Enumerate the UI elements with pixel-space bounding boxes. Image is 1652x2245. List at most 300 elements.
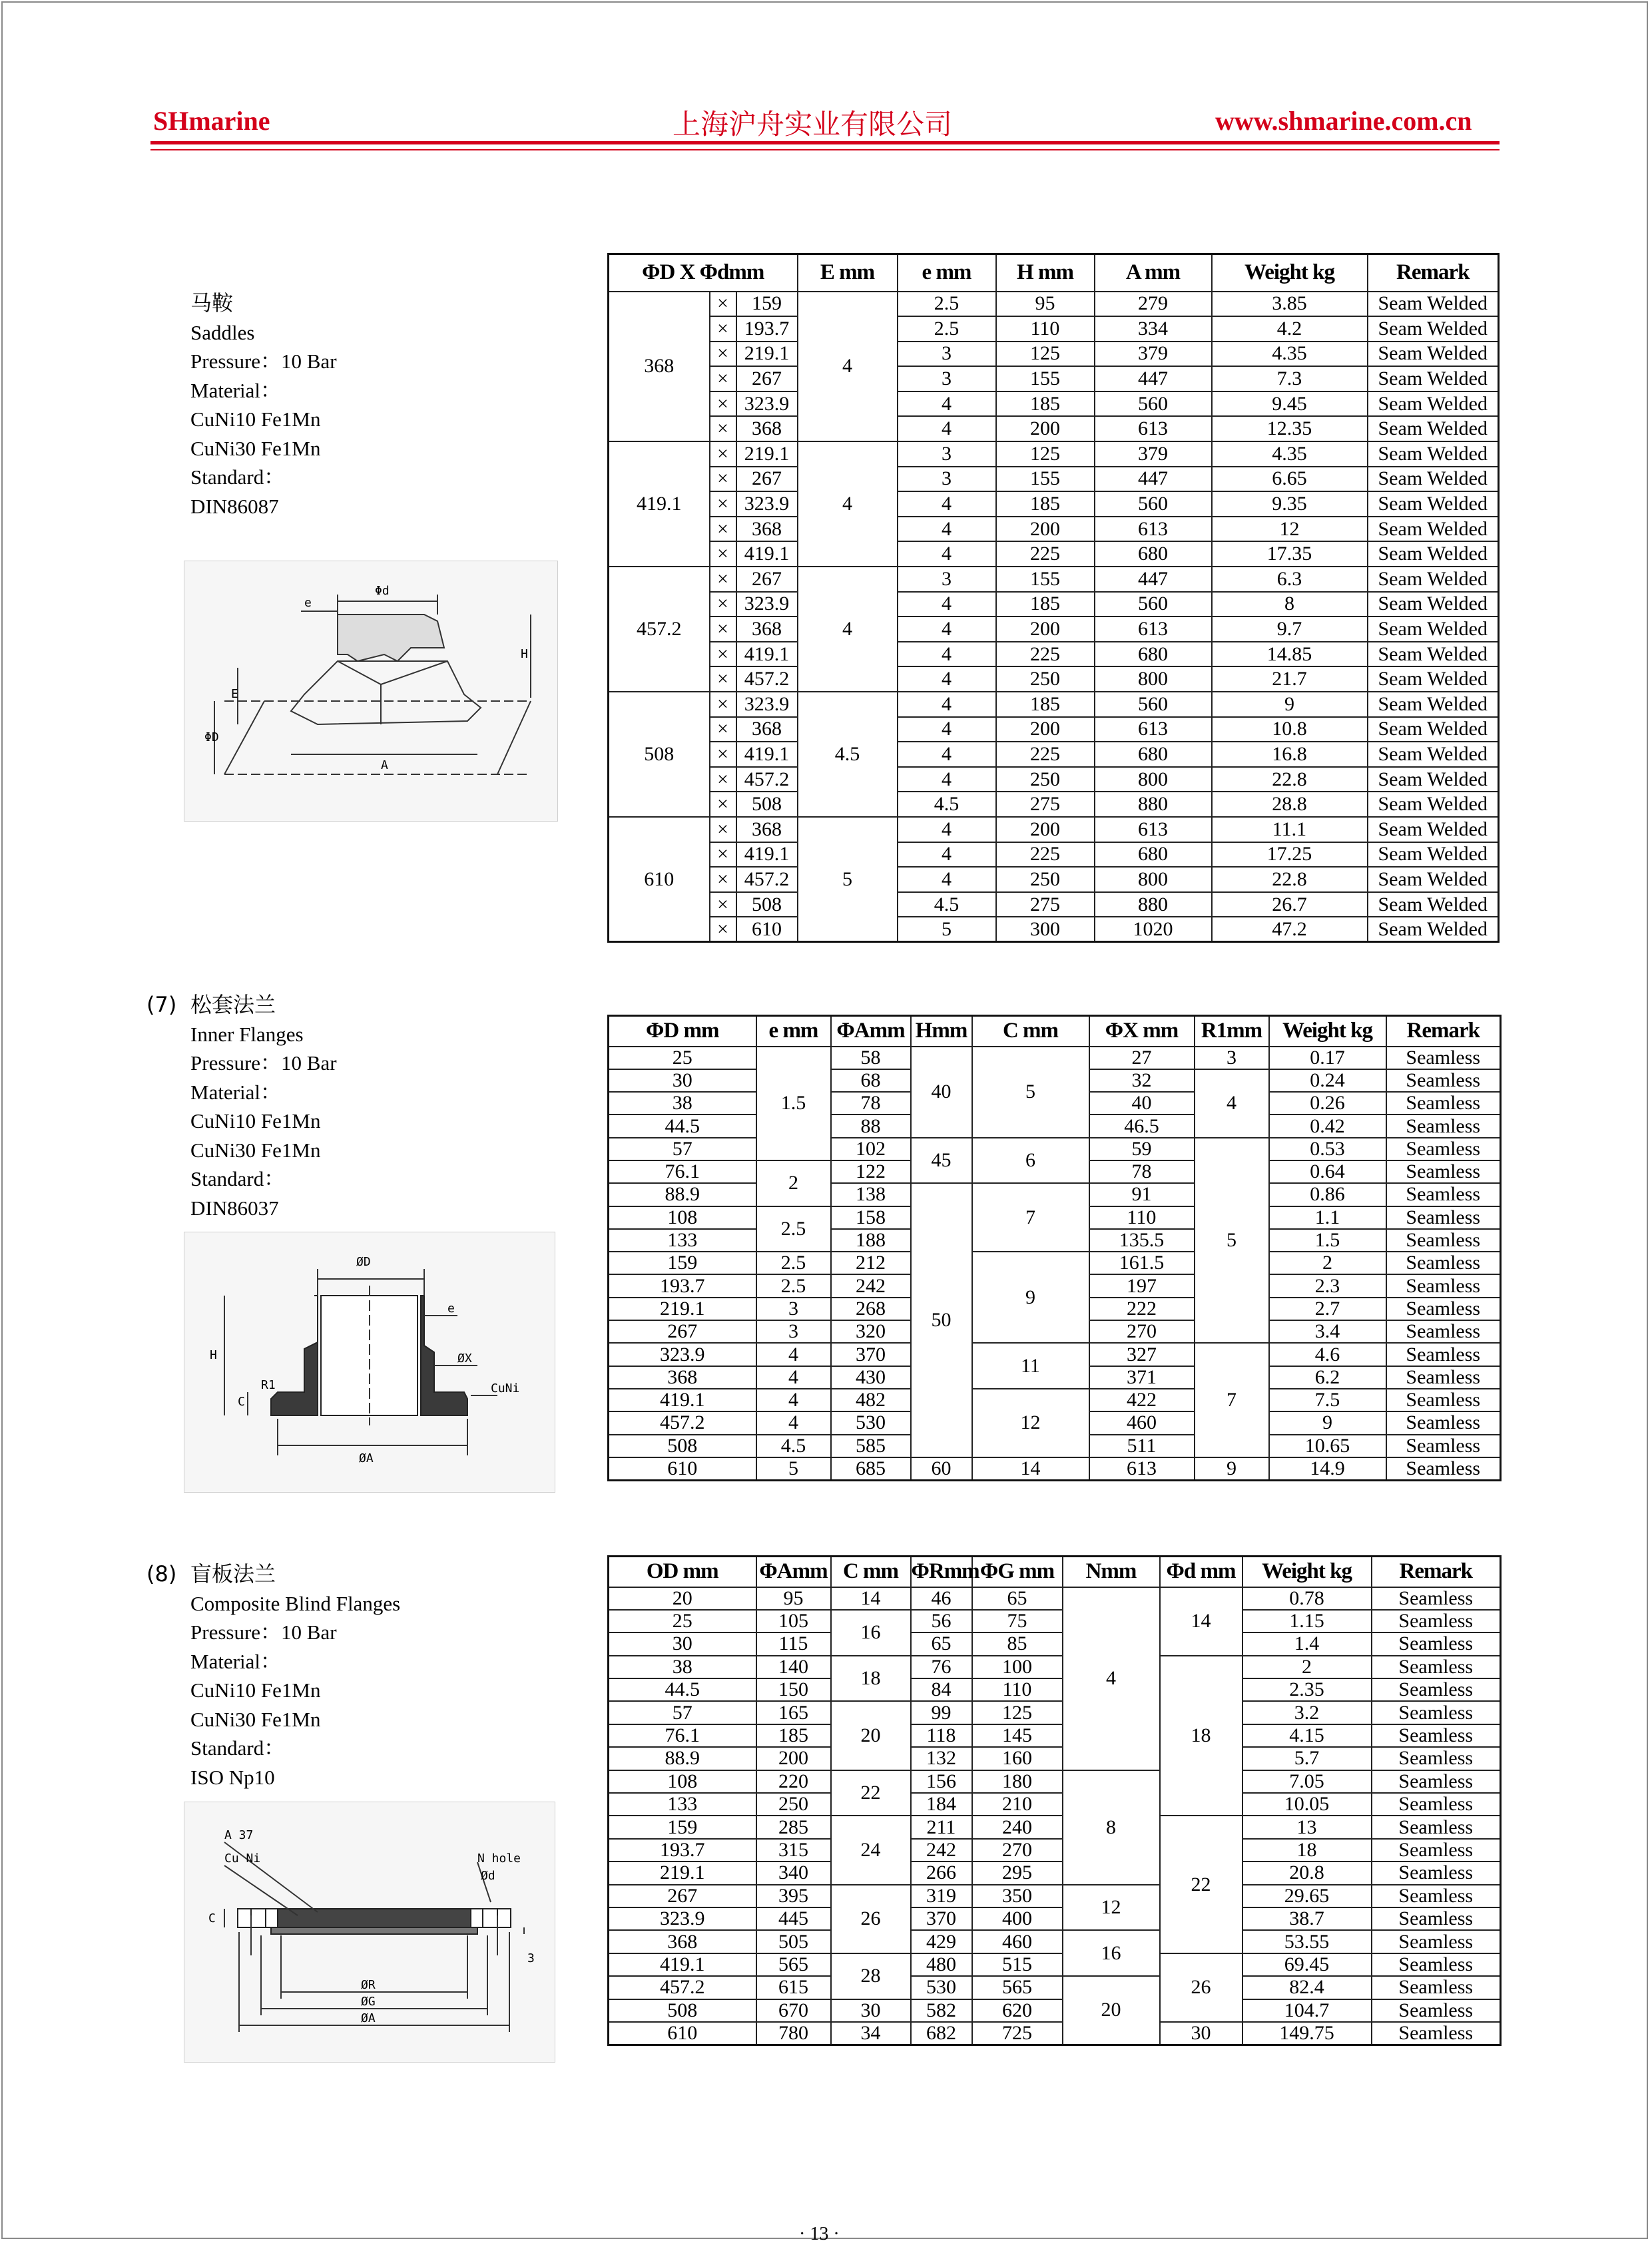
col-header: ΦAmm [831,1016,911,1047]
table-cell: 10.05 [1242,1793,1372,1816]
table-cell: Seamless [1386,1320,1501,1343]
table-cell: 460 [972,1930,1063,1953]
table-cell: 610 [609,1457,756,1480]
table-row [609,1770,1501,1793]
desc-line: CuNi30 Fe1Mn [190,1138,321,1162]
table-cell: 429 [911,1930,972,1953]
table-cell: 379 [1095,441,1212,467]
col-header: Remark [1368,254,1499,292]
table-cell: 18 [1160,1656,1242,1816]
table-row [609,892,1499,917]
col-header: H mm [996,254,1095,292]
table-cell: 14 [831,1587,911,1610]
table-cell: 7 [972,1183,1089,1252]
table-cell: 17.25 [1212,842,1368,868]
table-cell: 60 [911,1457,972,1480]
table-cell: 4 [756,1411,831,1434]
table-cell: 0.53 [1269,1138,1386,1160]
table-cell: 28.8 [1212,792,1368,817]
table-cell: 69.45 [1242,1953,1372,1976]
table-cell: Seam Welded [1368,742,1499,767]
table-cell: 0.78 [1242,1587,1372,1610]
table-cell: 379 [1095,342,1212,367]
table-cell: 11 [972,1343,1089,1389]
col-header: ΦD X Φdmm [609,254,798,292]
table-cell: 26 [831,1885,911,1953]
dim-label: Cu Ni [224,1852,261,1866]
table-cell: Seamless [1372,1862,1501,1884]
table-cell: 4 [898,592,996,617]
table-row [609,792,1499,817]
branch-diameter-cell: 323.9 [736,592,798,617]
table-cell: Seam Welded [1368,441,1499,467]
dim-label: ØA [359,1451,374,1465]
table-cell: 68 [831,1069,911,1092]
table-cell: 560 [1095,692,1212,717]
table-cell: Seamless [1372,1610,1501,1632]
header-rule [150,141,1500,144]
dim-label: E [231,687,238,701]
table-cell: 110 [972,1678,1063,1701]
dim-label: ØA [361,2011,376,2025]
col-header: ΦAmm [756,1557,831,1587]
desc-line: Standard： [190,1736,285,1760]
table-cell: 2.7 [1269,1298,1386,1320]
table-cell: 323.9 [609,1907,756,1930]
table-cell: 7 [1195,1343,1269,1457]
table-cell: 78 [831,1092,911,1115]
times-cell: × [710,517,736,542]
table-row [609,467,1499,492]
table-cell: Seam Welded [1368,692,1499,717]
table-cell: 3 [898,366,996,391]
col-header: e mm [898,254,996,292]
table-cell: Seamless [1372,2022,1501,2045]
table-cell: 2.5 [756,1206,831,1252]
table-cell: 327 [1089,1343,1195,1366]
table-cell: 125 [972,1701,1063,1724]
table-cell: 880 [1095,792,1212,817]
table-cell: 6.65 [1212,467,1368,492]
table-cell: 5 [972,1047,1089,1138]
table-cell: 160 [972,1747,1063,1770]
table-cell: 560 [1095,592,1212,617]
table-cell: Seamless [1386,1115,1501,1137]
table-cell: 18 [831,1656,911,1702]
table-cell: 219.1 [609,1298,756,1320]
desc-line: Pressure：10 Bar [190,1621,337,1644]
table-cell: 4 [898,517,996,542]
table-cell: 11.1 [1212,817,1368,842]
table-cell: Seamless [1386,1092,1501,1115]
table-cell: 9.35 [1212,491,1368,517]
table-cell: 2.3 [1269,1274,1386,1297]
table-cell: 104.7 [1242,1999,1372,2022]
table-cell: 350 [972,1885,1063,1907]
table-row [609,692,1499,717]
table-cell: 1020 [1095,917,1212,942]
table-cell: 25 [609,1610,756,1632]
table-cell: 16.8 [1212,742,1368,767]
table-cell: 395 [756,1885,831,1907]
table-cell: 685 [831,1457,911,1480]
table-cell: 105 [756,1610,831,1632]
table-cell: Seam Welded [1368,342,1499,367]
times-cell: × [710,692,736,717]
table-cell: 200 [996,717,1095,742]
dim-label: H [210,1348,217,1362]
table-cell: 2 [1242,1656,1372,1678]
table-cell: 20 [1063,1976,1160,2045]
table-cell: 155 [996,467,1095,492]
table-cell: 38.7 [1242,1907,1372,1930]
table-cell: 7.5 [1269,1389,1386,1411]
table-cell: 447 [1095,467,1212,492]
table-cell: Seam Welded [1368,467,1499,492]
e-cell: 4.5 [798,692,898,817]
table-cell: 422 [1089,1389,1195,1411]
times-cell: × [710,491,736,517]
col-header: e mm [756,1016,831,1047]
branch-diameter-cell: 323.9 [736,491,798,517]
branch-diameter-cell: 193.7 [736,316,798,342]
table-cell: 133 [609,1793,756,1816]
table-cell: 2 [1269,1252,1386,1274]
table-cell: 250 [996,767,1095,792]
dim-label: C [238,1395,245,1409]
table-cell: 4 [898,617,996,642]
blind-flanges-description [146,1560,401,1792]
branch-diameter-cell: 368 [736,617,798,642]
table-cell: 155 [996,567,1095,592]
table-row [609,767,1499,792]
table-cell: 370 [831,1343,911,1366]
section-title-row [146,1560,400,1589]
table-cell: 22.8 [1212,867,1368,892]
table-cell: 610 [609,2022,756,2045]
table-cell: 53.55 [1242,1930,1372,1953]
table-cell: Seam Welded [1368,642,1499,667]
table-cell: Seamless [1372,1953,1501,1976]
table-cell: 56 [911,1610,972,1632]
table-cell: 267 [609,1885,756,1907]
desc-line: Material： [190,1649,282,1673]
table-row [609,1976,1501,1999]
table-cell: 4.6 [1269,1343,1386,1366]
table-cell: 0.64 [1269,1160,1386,1183]
times-cell: × [710,817,736,842]
table-cell: 680 [1095,742,1212,767]
dim-label: e [304,596,312,610]
table-cell: Seamless [1386,1343,1501,1366]
table-row [609,666,1499,692]
desc-line: DIN86037 [190,1196,279,1220]
table-row [609,1610,1501,1632]
table-cell: 285 [756,1816,831,1838]
table-cell: Seam Welded [1368,391,1499,417]
table-cell: 0.42 [1269,1115,1386,1137]
table-cell: 4 [898,642,996,667]
table-cell: Seam Welded [1368,416,1499,441]
desc-line: CuNi10 Fe1Mn [190,407,321,431]
table-cell: 24 [831,1816,911,1884]
table-row [609,1953,1501,1976]
blind-flanges-table [607,1555,1502,2046]
table-cell: 200 [996,617,1095,642]
table-cell: Seamless [1372,1656,1501,1678]
table-cell: 200 [996,817,1095,842]
table-cell: 615 [756,1976,831,1999]
table-row [609,1724,1501,1747]
table-cell: 515 [972,1953,1063,1976]
dim-label: CuNi [491,1381,520,1395]
table-cell: 57 [609,1138,756,1160]
table-cell: 150 [756,1678,831,1701]
table-cell: 184 [911,1793,972,1816]
table-cell: 165 [756,1701,831,1724]
table-cell: 78 [1089,1160,1195,1183]
branch-diameter-cell: 457.2 [736,767,798,792]
table-row [609,1747,1501,1770]
table-cell: 3.4 [1269,1320,1386,1343]
table-cell: 59 [1089,1138,1195,1160]
table-cell: 9 [1212,692,1368,717]
table-cell: Seam Welded [1368,541,1499,567]
col-header: Nmm [1063,1557,1160,1587]
table-cell: 4 [898,541,996,567]
table-cell: Seamless [1372,1930,1501,1953]
table-cell: 530 [831,1411,911,1434]
table-cell: 38 [609,1092,756,1115]
table-cell: 800 [1095,767,1212,792]
col-header: R1mm [1195,1016,1269,1047]
table-cell: 88.9 [609,1183,756,1206]
table-cell: 110 [1089,1206,1195,1229]
desc-line: Material： [190,1080,282,1104]
table-cell: 40 [911,1047,972,1138]
table-cell: 1.4 [1242,1632,1372,1655]
table-row [609,1930,1501,1953]
table-cell: 460 [1089,1411,1195,1434]
table-cell: 613 [1095,517,1212,542]
table-cell: 1.1 [1269,1206,1386,1229]
table-cell: 12 [1063,1885,1160,1931]
col-header: ΦX mm [1089,1016,1195,1047]
table-cell: 482 [831,1389,911,1411]
times-cell: × [710,292,736,317]
table-cell: 25 [609,1047,756,1069]
branch-diameter-cell: 419.1 [736,742,798,767]
times-cell: × [710,316,736,342]
table-cell: 26 [1160,1953,1242,2022]
table-cell: 46 [911,1587,972,1610]
table-cell: 582 [911,1999,972,2022]
col-header: Hmm [911,1016,972,1047]
table-cell: 6.3 [1212,567,1368,592]
table-cell: 560 [1095,491,1212,517]
table-cell: 4 [756,1366,831,1389]
table-cell: 4.15 [1242,1724,1372,1747]
website-url[interactable]: www.shmarine.com.cn [1215,106,1472,136]
table-cell: Seamless [1372,1724,1501,1747]
table-cell: 108 [609,1206,756,1229]
table-cell: 613 [1095,416,1212,441]
table-cell: 3 [756,1298,831,1320]
desc-line: DIN86087 [190,494,279,518]
table-cell: 4 [756,1389,831,1411]
table-cell: 780 [756,2022,831,2045]
branch-diameter-cell: 323.9 [736,391,798,417]
table-cell: 76 [911,1656,972,1678]
inner-flanges-description [146,991,337,1222]
table-cell: 6 [972,1138,1089,1184]
table-row [609,1457,1501,1480]
table-cell: 32 [1089,1069,1195,1092]
table-cell: 132 [911,1747,972,1770]
branch-diameter-cell: 267 [736,567,798,592]
table-cell: 225 [996,642,1095,667]
table-cell: 275 [996,892,1095,917]
table-cell: 5 [756,1457,831,1480]
table-cell: 4 [898,817,996,842]
times-cell: × [710,391,736,417]
col-header: Weight kg [1212,254,1368,292]
table-cell: 4 [898,717,996,742]
brand-name: SHmarine [153,106,270,136]
table-cell: 26.7 [1212,892,1368,917]
times-cell: × [710,717,736,742]
table-cell: 200 [756,1747,831,1770]
inner-flanges-table [607,1015,1502,1481]
table-cell: 419.1 [609,1953,756,1976]
table-cell: 159 [609,1816,756,1838]
desc-line: Material： [190,378,282,402]
table-cell: 368 [609,1930,756,1953]
table-row [609,567,1499,592]
table-cell: 225 [996,842,1095,868]
table-cell: 44.5 [609,1678,756,1701]
branch-diameter-cell: 368 [736,517,798,542]
table-row [609,1138,1501,1160]
table-cell: 47.2 [1212,917,1368,942]
table-cell: 65 [911,1632,972,1655]
table-cell: 149.75 [1242,2022,1372,2045]
table-cell: 4 [898,692,996,717]
table-cell: 20 [831,1701,911,1770]
table-cell: 115 [756,1632,831,1655]
table-cell: 122 [831,1160,911,1183]
table-cell: 76.1 [609,1724,756,1747]
table-cell: 30 [831,1999,911,2022]
dim-label: Φd [375,584,390,598]
table-row [609,617,1499,642]
col-header: Φd mm [1160,1557,1242,1587]
table-cell: 2 [756,1160,831,1206]
table-cell: 8 [1063,1770,1160,1885]
table-row [609,316,1499,342]
section-title: 松套法兰 [190,992,276,1017]
table-cell: 371 [1089,1366,1195,1389]
table-cell: 10.8 [1212,717,1368,742]
table-cell: 457.2 [609,1411,756,1434]
table-cell: 50 [911,1183,972,1457]
table-row [609,1252,1501,1274]
table-cell: 5 [898,917,996,942]
desc-line: CuNi10 Fe1Mn [190,1109,321,1132]
table-row [609,1183,1501,1206]
table-cell: 17.35 [1212,541,1368,567]
table-cell: 4.5 [756,1435,831,1457]
table-cell: 108 [609,1770,756,1793]
dim-label: ØG [361,1995,376,2009]
table-row [609,1632,1501,1655]
table-cell: 250 [996,867,1095,892]
e-cell: 5 [798,817,898,942]
table-cell: 22.8 [1212,767,1368,792]
company-name: 上海沪舟实业有限公司 [673,108,953,140]
table-cell: 28 [831,1953,911,1999]
table-cell: 193.7 [609,1839,756,1862]
table-cell: 447 [1095,567,1212,592]
table-cell: 315 [756,1839,831,1862]
times-cell: × [710,892,736,917]
branch-diameter-cell: 219.1 [736,441,798,467]
table-row [609,592,1499,617]
page-number: · 13 · [799,2224,840,2244]
table-cell: Seamless [1386,1206,1501,1229]
table-cell: Seam Welded [1368,867,1499,892]
table-row [609,717,1499,742]
table-cell: 185 [756,1724,831,1747]
table-cell: 76.1 [609,1160,756,1183]
table-cell: 268 [831,1298,911,1320]
table-row [609,1839,1501,1862]
table-cell: 560 [1095,391,1212,417]
table-cell: 0.24 [1269,1069,1386,1092]
desc-line: Pressure：10 Bar [190,1051,337,1075]
table-cell: 800 [1095,666,1212,692]
table-cell: 620 [972,1999,1063,2022]
table-row [609,642,1499,667]
table-cell: 680 [1095,842,1212,868]
table-cell: 508 [609,1435,756,1457]
table-cell: 613 [1095,817,1212,842]
table-cell: 1.15 [1242,1610,1372,1632]
table-cell: 2.5 [756,1274,831,1297]
table-cell: Seam Welded [1368,792,1499,817]
table-cell: 135.5 [1089,1229,1195,1252]
table-cell: Seamless [1372,1632,1501,1655]
section-number: (7) [146,992,177,1017]
times-cell: × [710,592,736,617]
table-cell: 368 [609,1366,756,1389]
dim-label: e [447,1302,455,1316]
table-cell: 508 [609,1999,756,2022]
table-row [609,1907,1501,1930]
table-cell: 419.1 [609,1389,756,1411]
table-cell: 4 [898,867,996,892]
outer-diameter-cell: 610 [609,817,710,942]
dim-label: C [208,1911,216,1925]
table-cell: 4 [898,767,996,792]
table-cell: Seamless [1372,1976,1501,1999]
table-cell: 30 [609,1632,756,1655]
table-cell: Seam Welded [1368,617,1499,642]
dim-label: ΦD [204,730,219,744]
table-cell: Seam Welded [1368,842,1499,868]
table-cell: 3 [756,1320,831,1343]
dim-label: A [381,758,388,772]
